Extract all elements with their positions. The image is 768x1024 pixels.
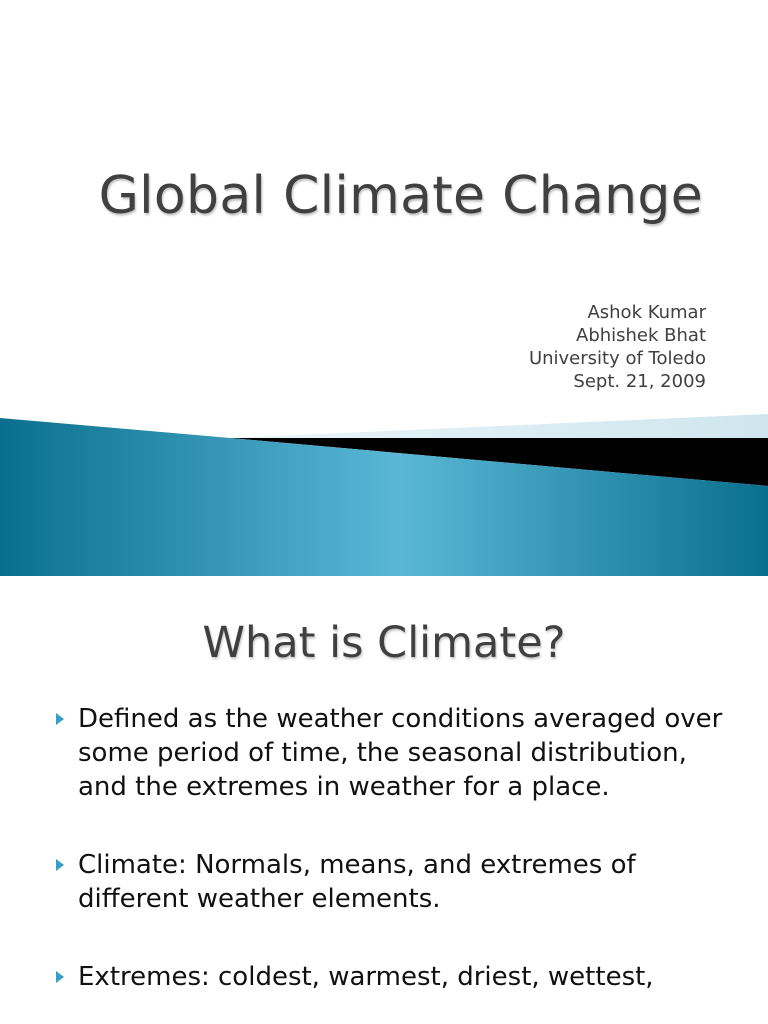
band-pale-stripe	[230, 414, 768, 438]
triangle-right-bullet-icon	[56, 971, 64, 983]
bullet-text: Defined as the weather conditions averaged over some period of time, the seasonal distribution, and the extremes in weather for a place.	[78, 704, 723, 802]
author-name-1: Ashok Kumar	[587, 302, 706, 323]
presentation-date: Sept. 21, 2009	[573, 371, 706, 392]
decorative-band	[0, 400, 768, 576]
bullet-text: Climate: Normals, means, and extremes of different weather elements.	[78, 850, 636, 914]
bullet-item	[54, 848, 734, 916]
content-slide	[0, 576, 768, 1024]
bullet-text: Extremes: coldest, warmest, driest, wettest,	[78, 962, 654, 992]
bullet-list	[54, 702, 734, 1024]
triangle-right-bullet-icon	[56, 713, 64, 725]
author-info	[529, 301, 706, 393]
slide-title: What is Climate?	[202, 618, 566, 668]
author-name-2: Abhishek Bhat	[576, 325, 706, 346]
bullet-item	[54, 702, 734, 804]
presentation-title: Global Climate Change	[98, 166, 703, 226]
bullet-item	[54, 960, 734, 994]
triangle-right-bullet-icon	[56, 859, 64, 871]
affiliation: University of Toledo	[528, 348, 706, 369]
